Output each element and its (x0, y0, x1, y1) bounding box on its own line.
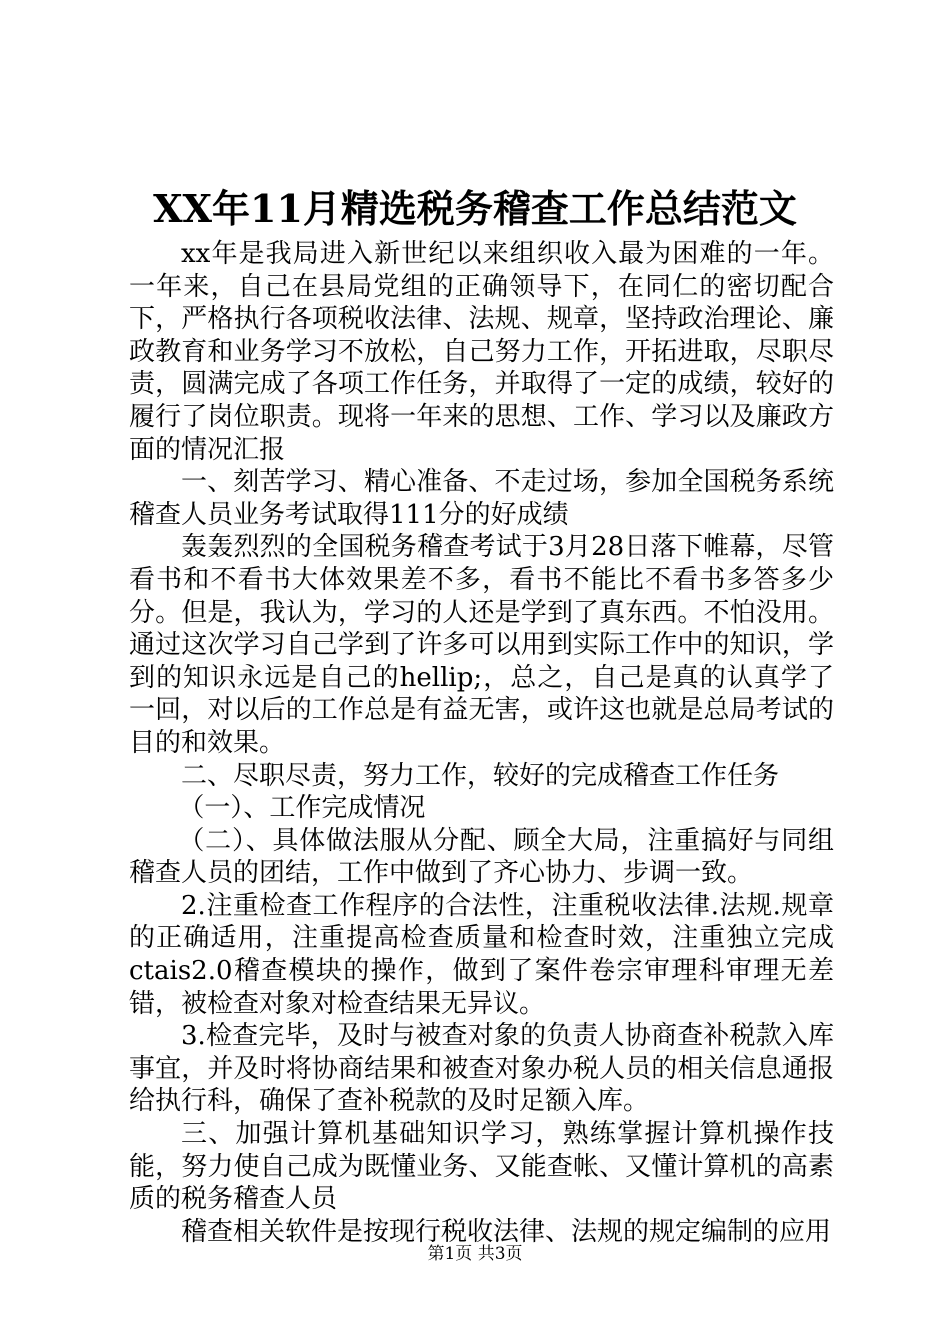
paragraph-software: 稽查相关软件是按现行税收法律、法规的规定编制的应用 (181, 1216, 832, 1247)
paragraph-item-2: 2.注重检查工作程序的合法性，注重税收法律.法规.规章的正确适用，注重提高检查质量和检查时效，注重独立完成ctais2.0稽查模块的操作，做到了案件卷宗审理科审理无差错，被检查对象对检查结果无异议。 (129, 890, 834, 1019)
section-heading-2: 二、尽职尽责，努力工作，较好的完成稽查工作任务 (181, 760, 780, 791)
document-title: XX年11月精选税务稽查工作总结范文 (153, 186, 797, 231)
page-number: 第1页 共3页 (427, 1244, 523, 1264)
paragraph-item-3: 3.检查完毕，及时与被查对象的负责人协商查补税款入库事宜，并及时将协商结果和被查对象办税人员的相关信息通报给执行科，确保了查补税款的及时足额入库。 (129, 1021, 834, 1117)
paragraph-intro: xx年是我局进入新世纪以来组织收入最为困难的一年。一年来，自己在县局党组的正确领导下，在同仁的密切配合下，严格执行各项税收法律、法规、规章，坚持政治理论、廉政教育和业务学习不放松，自己努力工作，开拓进取，尽职尽责，圆满完成了各项工作任务，并取得了一定的成绩，较好的履行了岗位职责。现将一年来的思想、工作、学习以及廉政方面的情况汇报 (129, 239, 834, 465)
section-heading-3: 三、加强计算机基础知识学习，熟练掌握计算机操作技能，努力使自己成为既懂业务、又能查帐、又懂计算机的高素质的税务稽查人员 (129, 1119, 834, 1215)
document-body (129, 238, 834, 1248)
section-heading-1: 一、刻苦学习、精心准备、不走过场，参加全国税务系统稽查人员业务考试取得111分的好成绩 (129, 467, 834, 530)
paragraph-exam: 轰轰烈烈的全国税务稽查考试于3月28日落下帷幕，尽管看书和不看书大体效果差不多，看书不能比不看书多答多少分。但是，我认为，学习的人还是学到了真东西。不怕没用。通过这次学习自己学到了许多可以用到实际工作中的知识，学到的知识永远是自己的hellip;，总之，自己是真的认真学了一回，对以后的工作总是有益无害，或许这也就是总局考试的目的和效果。 (129, 532, 834, 758)
subsection-heading-1: （一）、工作完成情况 (178, 793, 426, 824)
subsection-heading-2: （二）、具体做法服从分配、顾全大局，注重搞好与同组稽查人员的团结，工作中做到了齐心协力、步调一致。 (129, 825, 834, 889)
